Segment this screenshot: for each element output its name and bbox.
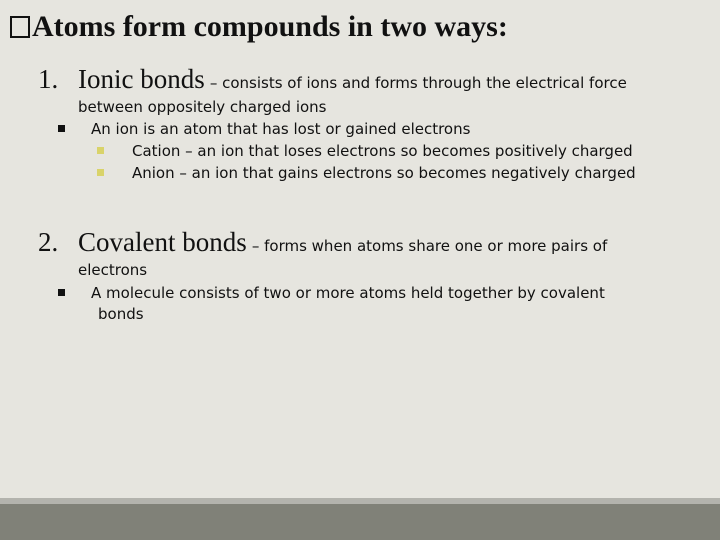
sub-bullet-anion	[97, 163, 636, 184]
bullet-ion-definition	[58, 119, 470, 140]
list-item-covalent	[38, 227, 607, 258]
square-bullet-icon	[58, 289, 65, 296]
square-bullet-icon	[97, 169, 104, 176]
slide-title-text: Atoms form compounds in two ways:	[32, 10, 508, 43]
item-number: 2.	[38, 227, 59, 257]
square-bullet-icon	[97, 147, 104, 154]
sub-bullet-text: Cation – an ion that loses electrons so becomes positively charged	[132, 142, 633, 160]
item-description-continuation: electrons	[78, 261, 148, 279]
bullet-text: An ion is an atom that has lost or gained electrons	[91, 120, 471, 138]
square-bullet-icon	[58, 125, 65, 132]
bullet-molecule-definition	[58, 283, 605, 304]
item-description: – forms when atoms share one or more pairs of	[251, 237, 608, 255]
bullet-text-continuation: bonds	[98, 305, 144, 323]
sub-bullet-text: Anion – an ion that gains electrons so becomes negatively charged	[132, 164, 636, 182]
item-number: 1.	[38, 64, 59, 94]
item-description: – consists of ions and forms through the electrical force	[209, 74, 627, 92]
footer-bar	[0, 504, 720, 540]
item-heading: Ionic bonds	[78, 64, 205, 94]
bullet-text: A molecule consists of two or more atoms held together by covalent	[91, 284, 605, 302]
item-description-continuation: between oppositely charged ions	[78, 98, 327, 116]
sub-bullet-cation	[97, 141, 633, 162]
checkbox-bullet-icon	[10, 16, 30, 38]
list-item-ionic	[38, 64, 627, 95]
slide-title	[10, 8, 508, 46]
item-heading: Covalent bonds	[78, 227, 247, 257]
